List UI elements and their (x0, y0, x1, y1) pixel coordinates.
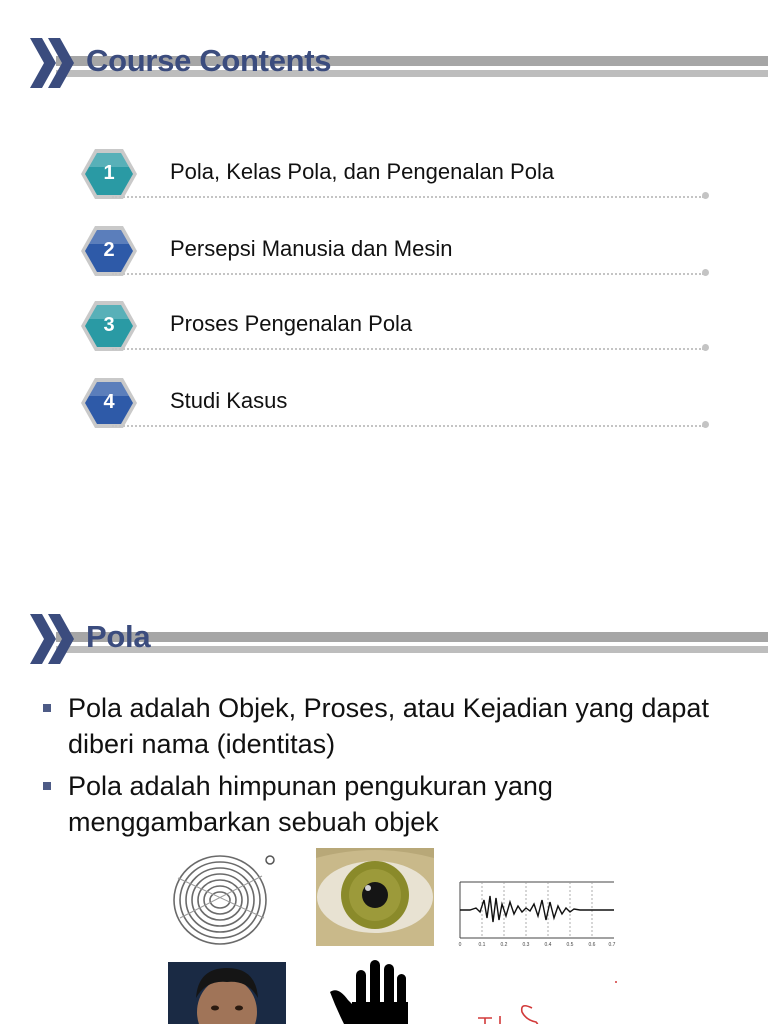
list-item (0, 147, 768, 207)
divider-end-dot (702, 192, 709, 199)
divider-end-dot (702, 269, 709, 276)
wave-tick-label: 0.7 (608, 942, 616, 948)
face-image (168, 962, 286, 1024)
wave-tick-label: 0.2 (500, 942, 508, 948)
bullet-text: Pola adalah Objek, Proses, atau Kejadian yang dapat diberi nama (identitas) (68, 693, 709, 759)
list-item (0, 299, 768, 359)
item-number: 4 (103, 390, 115, 413)
dotted-divider (112, 348, 704, 350)
divider-end-dot (702, 344, 709, 351)
item-label: Persepsi Manusia dan Mesin (170, 236, 453, 261)
list-item (0, 376, 768, 436)
dotted-divider (112, 273, 704, 275)
title-bar (0, 612, 768, 668)
handprint-image (326, 958, 426, 1024)
wave-tick-label: 0.1 (478, 942, 486, 948)
item-label: Proses Pengenalan Pola (170, 311, 413, 336)
item-number: 2 (103, 238, 115, 261)
iris-image (316, 848, 434, 946)
title-bar (0, 36, 768, 92)
title-bar-line-lower (56, 646, 768, 653)
waveform-image (456, 878, 618, 950)
list-item (0, 224, 768, 284)
double-chevron-icon (30, 36, 78, 90)
handwriting-image (470, 978, 620, 1024)
bullet-square-icon (43, 782, 51, 790)
bullet-list (40, 690, 740, 846)
wave-tick-label: 0.3 (522, 942, 530, 948)
dotted-divider (112, 425, 704, 427)
slide-title: Course Contents (86, 43, 332, 78)
double-chevron-icon (30, 612, 78, 666)
bullet-item (40, 768, 740, 840)
wave-tick-label: 0.5 (566, 942, 574, 948)
bullet-item (40, 690, 740, 762)
slide-pola (0, 512, 768, 1024)
dotted-divider (112, 196, 704, 198)
item-label: Studi Kasus (170, 388, 288, 413)
item-number: 3 (103, 313, 115, 336)
wave-tick-label: 0.6 (588, 942, 596, 948)
divider-end-dot (702, 421, 709, 428)
title-bar-line (56, 632, 768, 642)
fingerprint-image (168, 848, 280, 948)
wave-tick-label: 0 (458, 942, 462, 948)
bullet-square-icon (43, 704, 51, 712)
bullet-text: Pola adalah himpunan pengukuran yang menggambarkan sebuah objek (68, 771, 553, 837)
item-number: 1 (103, 161, 115, 184)
wave-tick-label: 0.4 (544, 942, 552, 948)
slide-title: Pola (86, 619, 151, 654)
item-label: Pola, Kelas Pola, dan Pengenalan Pola (170, 159, 555, 184)
